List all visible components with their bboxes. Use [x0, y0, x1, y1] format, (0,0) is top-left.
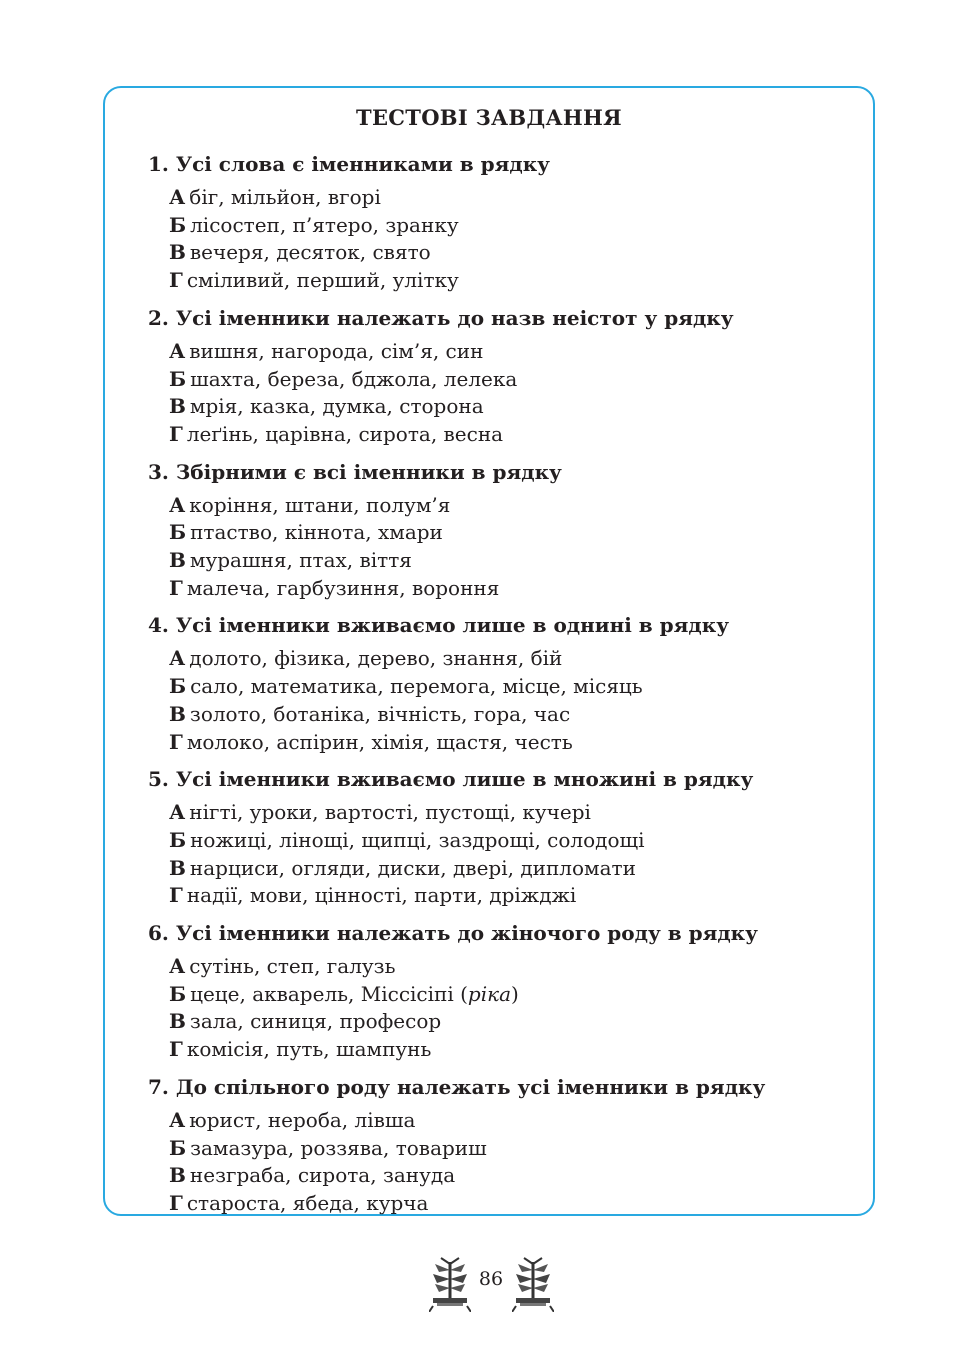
option-letter: А: [169, 954, 186, 979]
answer-option: [169, 953, 853, 981]
answer-option: [169, 827, 853, 855]
option-letter: В: [169, 1009, 186, 1034]
question-text: 3. Збірними є всі іменники в рядку: [148, 459, 562, 484]
option-text: лісостеп, п’ятеро, зранку: [190, 212, 459, 237]
option-text: ножиці, лінощі, щипці, заздрощі, солодощі: [190, 827, 645, 852]
option-text: нігті, уроки, вартості, пустощі, кучері: [189, 800, 591, 825]
answer-option: [169, 673, 853, 701]
option-text: надії, мови, цінності, парти, дріжджі: [186, 883, 577, 908]
ornament-icon: [512, 1254, 554, 1312]
answer-option: [169, 212, 853, 240]
option-text: золото, ботаніка, вічність, гора, час: [189, 701, 571, 726]
options-list: [169, 645, 853, 756]
options-list: [169, 338, 853, 449]
option-letter: Г: [169, 729, 183, 754]
options-list: [169, 953, 853, 1064]
option-letter: Г: [169, 1037, 183, 1062]
ornament-icon: [429, 1254, 471, 1312]
answer-option: [169, 519, 853, 547]
question: [148, 612, 853, 756]
question-text: 4. Усі іменники вживаємо лише в однині в рядку: [148, 613, 730, 638]
answer-option: [169, 239, 853, 267]
answer-option: [169, 981, 853, 1009]
question: [148, 151, 853, 295]
option-text: молоко, аспірин, хімія, щастя, честь: [186, 729, 573, 754]
option-text: леґінь, царівна, сирота, весна: [186, 421, 504, 446]
option-text: вишня, нагорода, сім’я, син: [189, 338, 484, 363]
answer-option: [169, 366, 853, 394]
option-letter: В: [169, 548, 186, 573]
answer-option: [169, 421, 853, 449]
answer-option: [169, 393, 853, 421]
option-text: замазура, роззява, товариш: [190, 1135, 487, 1160]
question: [148, 305, 853, 449]
answer-option: [169, 799, 853, 827]
answer-option: [169, 547, 853, 575]
options-list: [169, 1107, 853, 1218]
option-letter: Б: [169, 1135, 187, 1160]
answer-option: [169, 184, 853, 212]
option-letter: А: [169, 338, 186, 363]
answer-option: [169, 575, 853, 603]
answer-option: [169, 1008, 853, 1036]
option-letter: Г: [169, 883, 183, 908]
option-letter: Б: [169, 212, 187, 237]
option-letter: А: [169, 800, 186, 825]
question-text: 2. Усі іменники належать до назв неістот у рядку: [148, 305, 734, 330]
question-text: 7. До спільного роду належать усі іменники в рядку: [148, 1074, 766, 1099]
answer-option: [169, 1162, 853, 1190]
option-letter: Г: [169, 268, 183, 293]
option-text: вечеря, десяток, свято: [189, 240, 431, 265]
option-letter: Г: [169, 421, 183, 446]
option-letter: Б: [169, 827, 187, 852]
answer-option: [169, 492, 853, 520]
option-letter: А: [169, 646, 186, 671]
option-text: біг, мільйон, вгорі: [189, 185, 381, 209]
answer-option: [169, 1190, 853, 1218]
option-text: зала, синиця, професор: [189, 1009, 442, 1034]
options-list: [169, 492, 853, 603]
option-text: сміливий, перший, улітку: [186, 268, 459, 293]
questions-list: [148, 151, 853, 1228]
answer-option: [169, 855, 853, 883]
option-letter: В: [169, 394, 186, 419]
answer-option: [169, 1135, 853, 1163]
option-text: комісія, путь, шампунь: [186, 1037, 432, 1062]
option-text: сутінь, степ, галузь: [189, 954, 396, 979]
option-text: птаство, кіннота, хмари: [190, 520, 443, 545]
question-text: 1. Усі слова є іменниками в рядку: [148, 152, 550, 176]
question: [148, 459, 853, 603]
answer-option: [169, 729, 853, 757]
options-list: [169, 184, 853, 295]
option-letter: В: [169, 240, 186, 265]
option-text: староста, ябеда, курча: [186, 1190, 429, 1215]
option-letter: Г: [169, 1190, 183, 1215]
option-letter: В: [169, 1163, 186, 1188]
option-letter: А: [169, 492, 186, 517]
option-text: незграба, сирота, зануда: [189, 1163, 456, 1188]
option-letter: Г: [169, 575, 183, 600]
option-letter: Б: [169, 366, 187, 391]
question: [148, 920, 853, 1064]
option-text: сало, математика, перемога, місце, місяць: [190, 674, 643, 699]
answer-option: [169, 645, 853, 673]
option-letter: Б: [169, 520, 187, 545]
answer-option: [169, 701, 853, 729]
options-list: [169, 799, 853, 910]
option-text: цеце, акварель, Міссісіпі (: [190, 981, 468, 1006]
test-tasks-frame: [103, 86, 875, 1216]
option-letter: А: [169, 185, 186, 209]
option-text: долото, фізика, дерево, знання, бій: [189, 646, 563, 671]
option-text: мрія, казка, думка, сторона: [189, 394, 484, 419]
question: [148, 1074, 853, 1218]
answer-option: [169, 1107, 853, 1135]
answer-option: [169, 882, 853, 910]
option-text: коріння, штани, полум’я: [189, 492, 451, 517]
option-text: мурашня, птах, віття: [189, 548, 412, 573]
option-letter: Б: [169, 674, 187, 699]
answer-option: [169, 1036, 853, 1064]
option-letter: А: [169, 1107, 186, 1132]
question-text: 6. Усі іменники належать до жіночого роду в рядку: [148, 921, 758, 946]
question-text: 5. Усі іменники вживаємо лише в множині в рядку: [148, 767, 754, 792]
option-note: ріка: [467, 981, 511, 1006]
option-letter: В: [169, 855, 186, 880]
option-letter: Б: [169, 981, 187, 1006]
answer-option: [169, 267, 853, 295]
question: [148, 766, 853, 910]
page-number: 86: [478, 1268, 504, 1290]
page-footer: [0, 1254, 963, 1314]
section-title: ТЕСТОВІ ЗАВДАННЯ: [356, 105, 622, 130]
answer-option: [169, 338, 853, 366]
option-text: малеча, гарбузиння, вороння: [186, 575, 500, 600]
option-text: юрист, нероба, лівша: [189, 1107, 416, 1132]
option-text: шахта, береза, бджола, лелека: [190, 366, 518, 391]
option-letter: В: [169, 701, 186, 726]
option-text-end: ): [511, 981, 519, 1006]
option-text: нарциси, огляди, диски, двері, дипломати: [189, 855, 636, 880]
